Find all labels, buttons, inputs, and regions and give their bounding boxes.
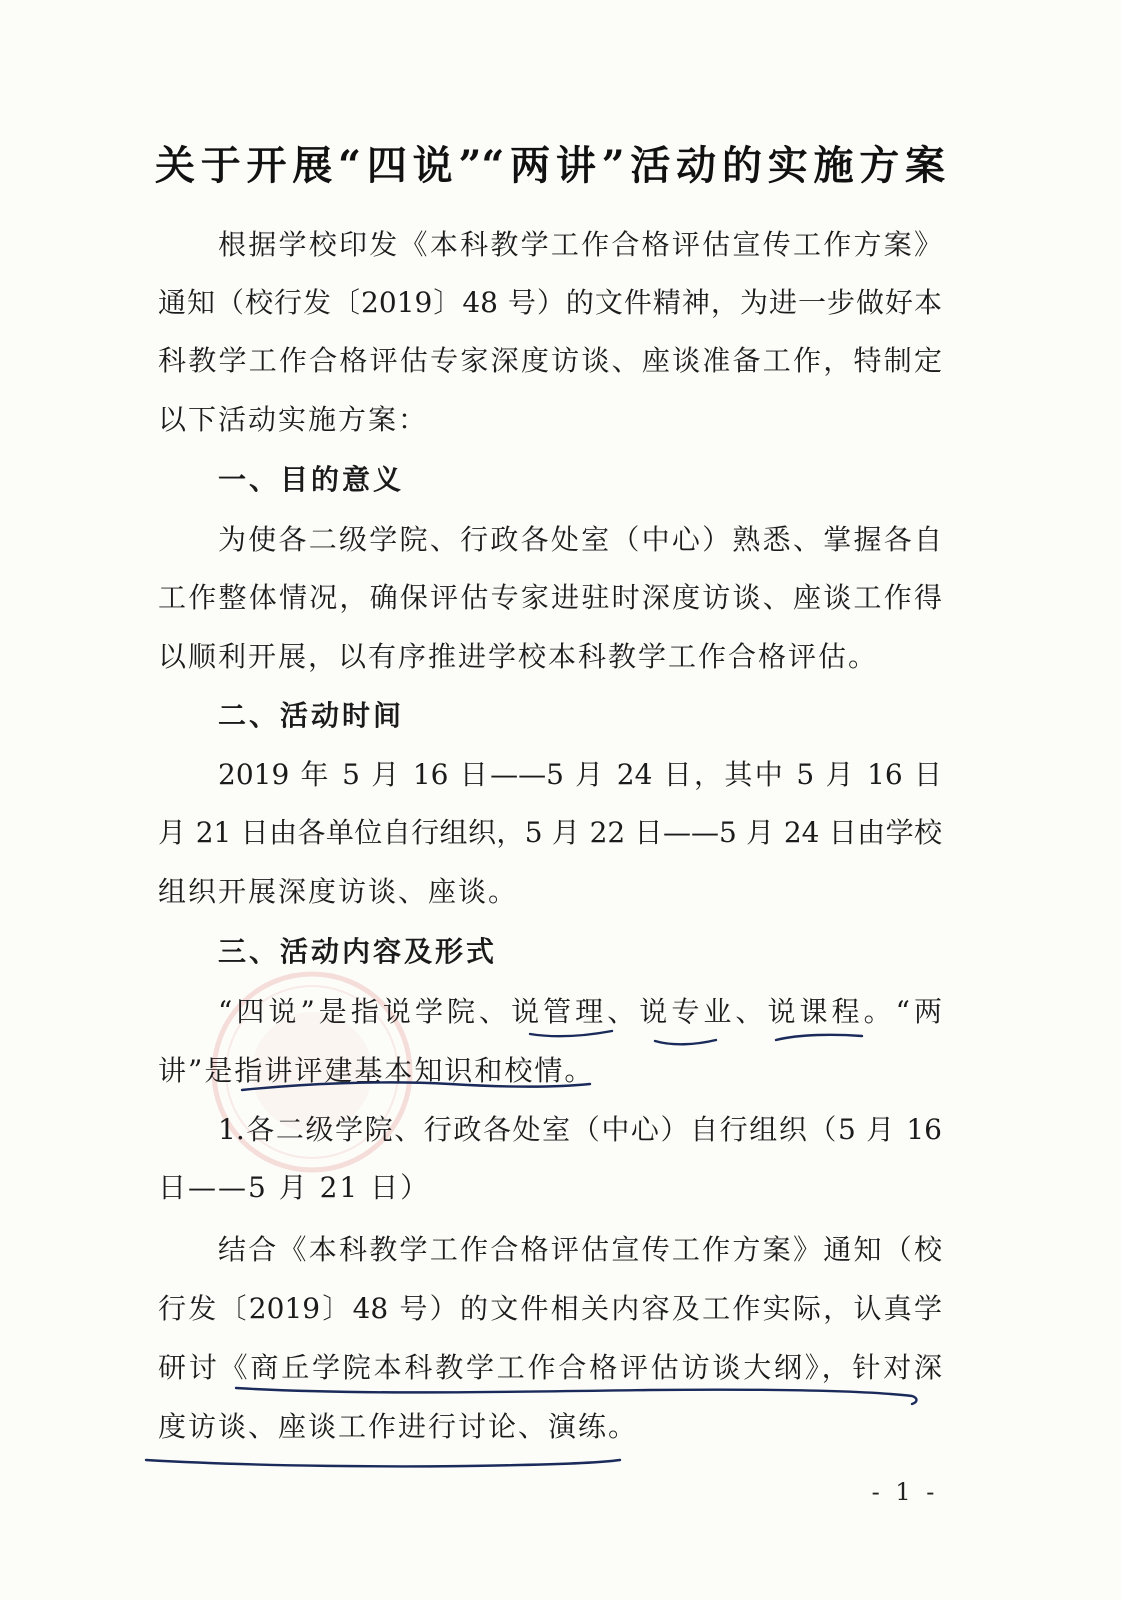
body-line: 组织开展深度访谈、座谈。	[158, 875, 519, 908]
body-line: 工作整体情况，确保评估专家进驻时深度访谈、座谈工作得	[158, 581, 942, 614]
body-line: 结合《本科教学工作合格评估宣传工作方案》通知（校	[218, 1233, 942, 1266]
intro-line: 通知（校行发〔2019〕48 号）的文件精神，为进一步做好本	[158, 286, 942, 319]
body-line: 1.各二级学院、行政各处室（中心）自行组织（5 月 16	[218, 1113, 942, 1146]
intro-line: 科教学工作合格评估专家深度访谈、座谈准备工作，特制定	[158, 344, 942, 377]
body-line: 日——5 月 21 日）	[158, 1171, 431, 1204]
body-line: 月 21 日由各单位自行组织，5 月 22 日——5 月 24 日由学校	[158, 816, 942, 849]
body-line: 为使各二级学院、行政各处室（中心）熟悉、掌握各自	[218, 523, 942, 556]
intro-line: 以下活动实施方案：	[158, 403, 429, 436]
body-line: 讲”是指讲评建基本知识和校情。	[158, 1054, 595, 1087]
underline-fangtan-dagang	[236, 1388, 917, 1404]
body-line: 度访谈、座谈工作进行讨论、演练。	[158, 1410, 639, 1443]
section-heading: 三、活动内容及形式	[218, 935, 498, 968]
body-line: 以顺利开展，以有序推进学校本科教学工作合格评估。	[158, 640, 879, 673]
document-title: 关于开展“四说”“两讲”活动的实施方案	[155, 142, 945, 189]
underline-shuo-kecheng	[776, 1035, 862, 1040]
underline-shuo-zhuanye	[655, 1040, 716, 1044]
intro-line: 根据学校印发《本科教学工作合格评估宣传工作方案》	[218, 228, 942, 261]
body-line: 行发〔2019〕48 号）的文件相关内容及工作实际，认真学	[158, 1292, 942, 1325]
underline-shuo-guanli	[530, 1031, 612, 1036]
body-line: 2019 年 5 月 16 日——5 月 24 日，其中 5 月 16 日	[218, 758, 942, 791]
body-line: “四说”是指说学院、说管理、说专业、说课程。“两	[218, 995, 942, 1028]
underline-last-line	[146, 1460, 620, 1466]
section-heading: 二、活动时间	[218, 699, 405, 732]
body-line: 研讨《商丘学院本科教学工作合格评估访谈大纲》，针对深	[158, 1351, 942, 1384]
section-heading: 一、目的意义	[218, 463, 405, 496]
page-number: - 1 -	[871, 1478, 939, 1506]
